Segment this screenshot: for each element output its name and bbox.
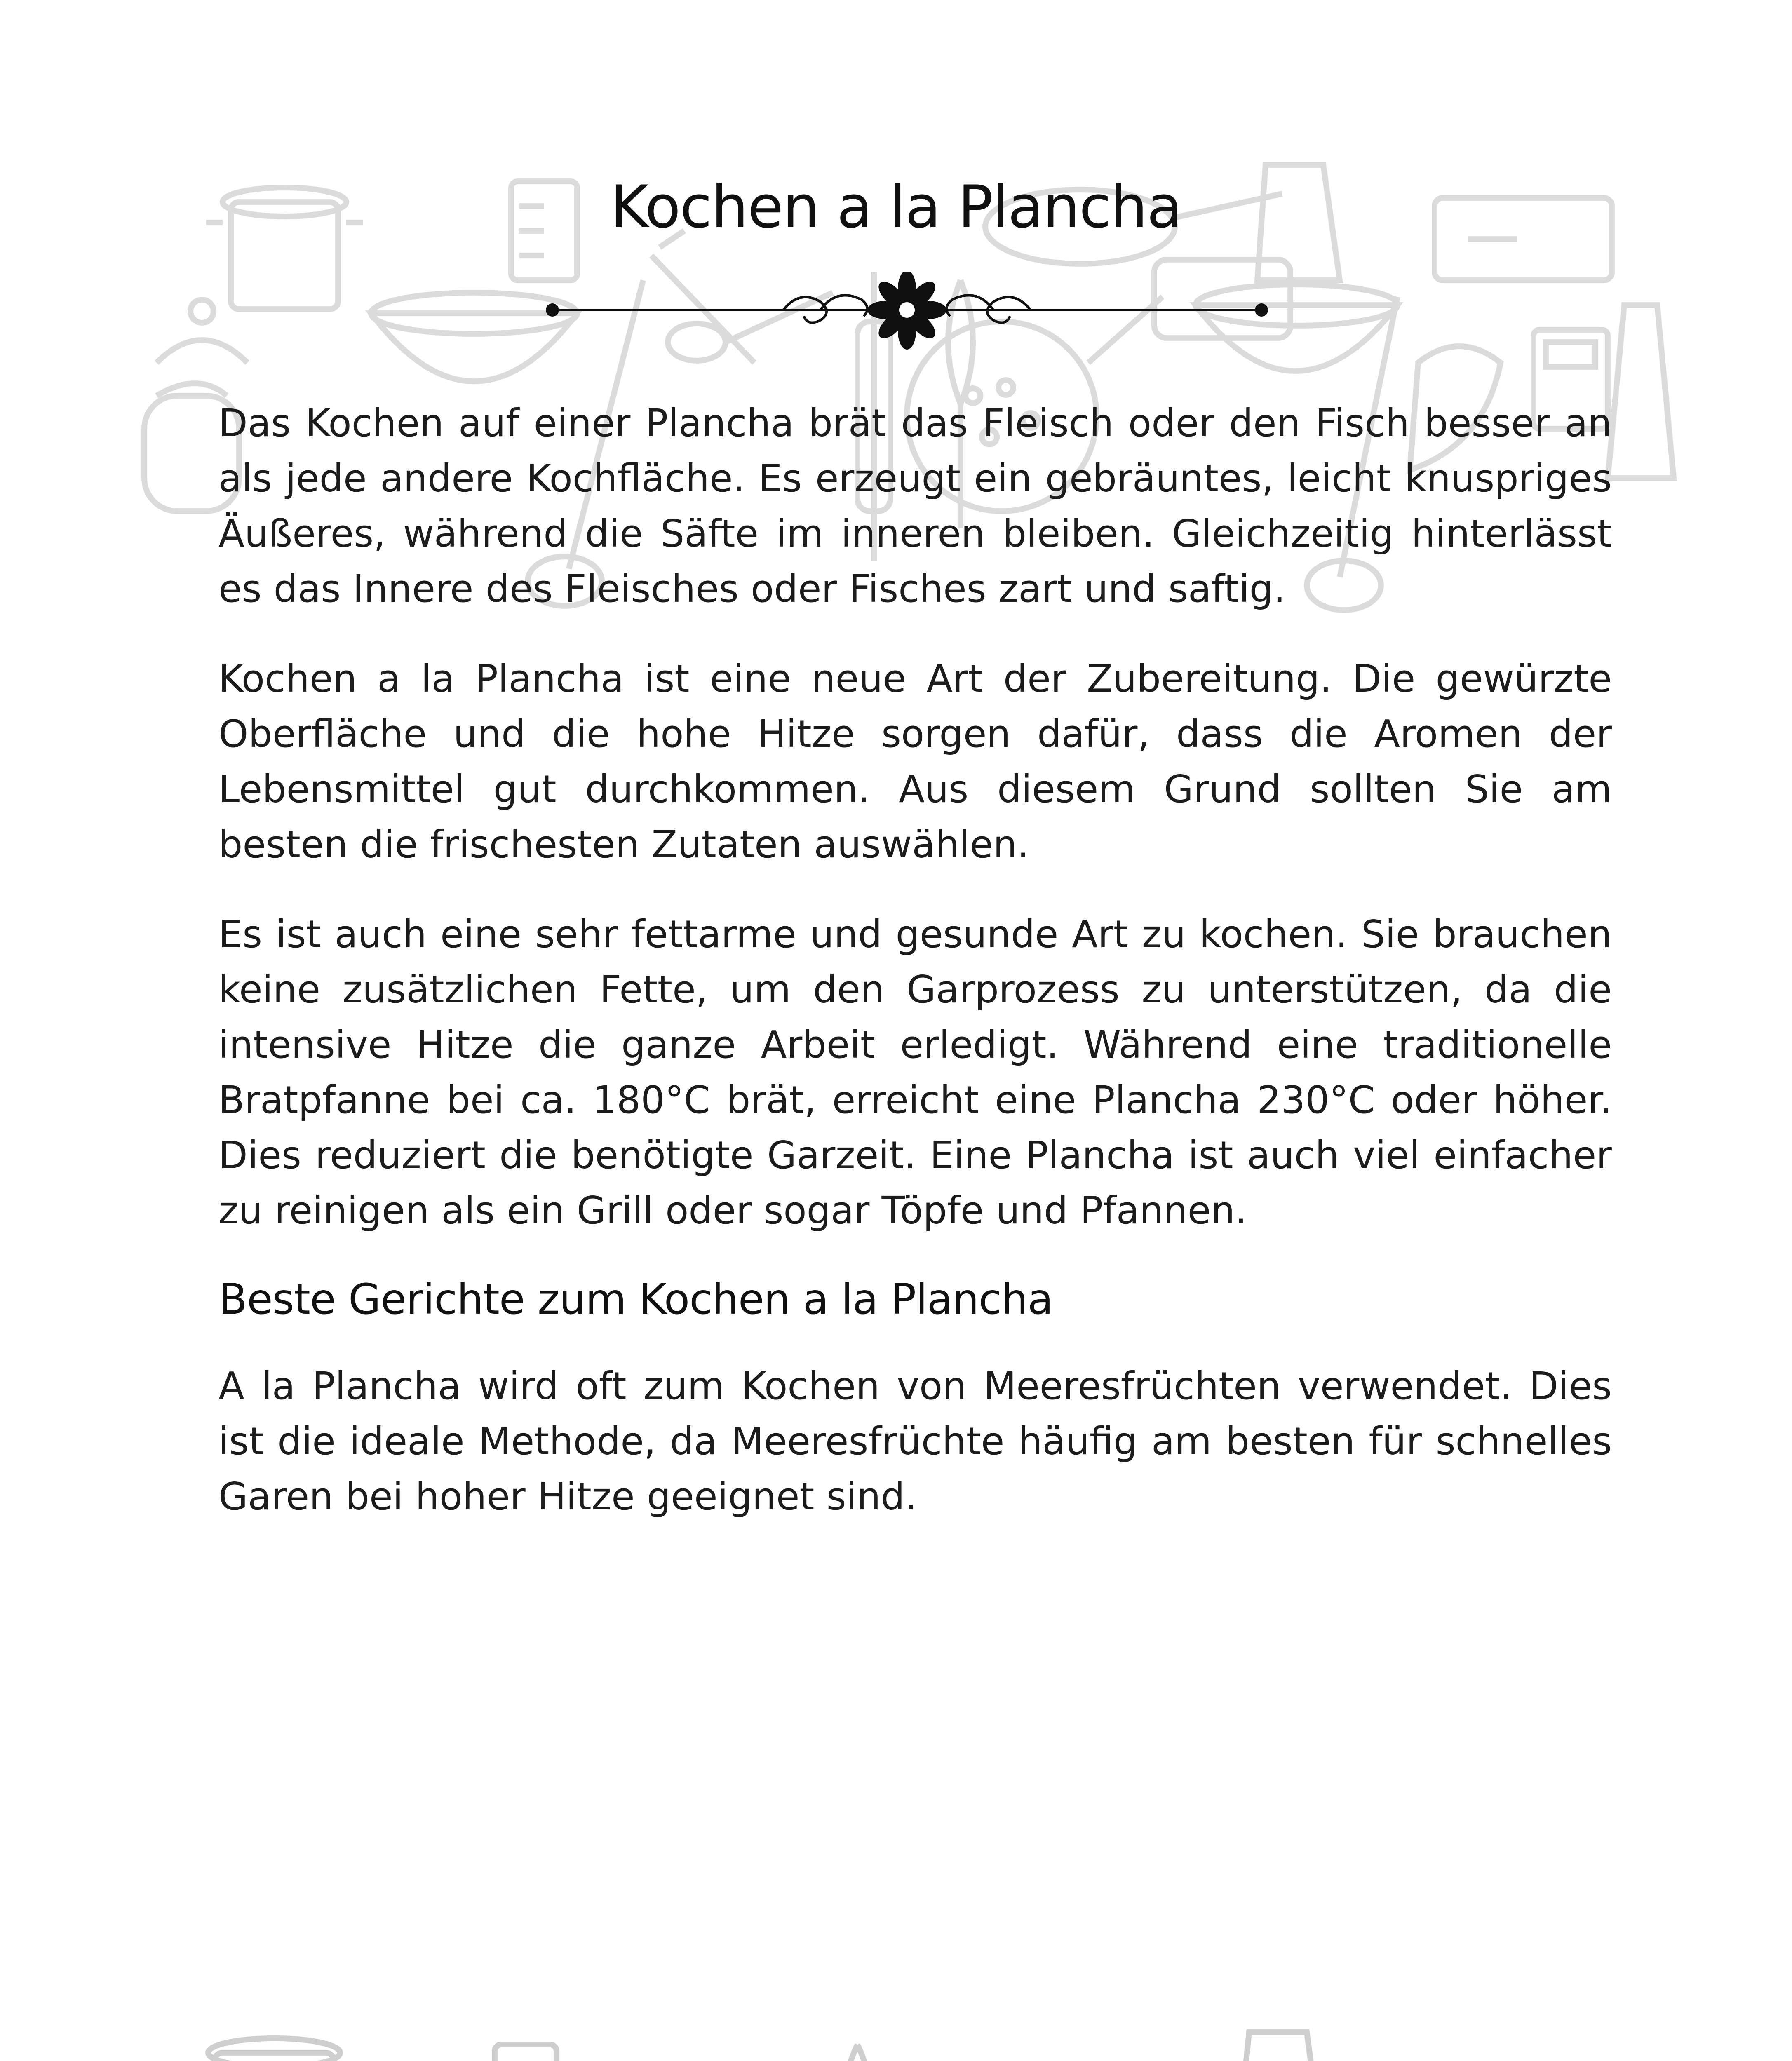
page-title: Kochen a la Plancha [610,173,1182,241]
pitcher-icon [1237,2032,1323,2061]
body-paragraph: A la Plancha wird oft zum Kochen von Meeresfrüchten verwendet. Dies ist die ideale Methode, da Meeresfrüchte häufig am besten für schnelles Garen bei hoher Hitze geeignet sind. [218,1364,1612,1519]
pot-lid-icon [157,300,247,363]
whisk-icon [843,2045,872,2061]
section-heading: Beste Gerichte zum Kochen a la Plancha [218,1275,1053,1324]
body-paragraph: Kochen a la Plancha ist eine neue Art der Zubereitung. Die gewürzte Oberfläche und die hohe Hitze sorgen dafür, dass die Aromen der Lebensmittel gut durchkommen. Aus diesem Grund sollten Sie am besten die frischesten Zutaten auswählen. [218,657,1612,866]
document-body [218,396,1612,1559]
measuring-jug-icon [495,2045,557,2061]
grater-icon [1608,305,1674,478]
body-paragraph: Es ist auch eine sehr fettarme und gesunde Art zu kochen. Sie brauchen keine zusätzlichen Fette, um den Garprozess zu unterstützen, da die intensive Hitze die ganze Arbeit erledigt. Während eine traditionelle Bratpfanne bei ca. 180°C brät, erreicht eine Plancha 230°C oder höher. Dies reduziert die benötigte Garzeit. Eine Plancha ist auch viel einfacher zu reinigen als ein Grill oder sogar Töpfe und Pfannen. [218,912,1612,1232]
body-paragraph: Das Kochen auf einer Plancha brät das Fleisch oder den Fisch besser an als jede andere Kochfläche. Es erzeugt ein gebräuntes, leicht knuspriges Äußeres, während die Säfte im inneren bleiben. Gleichzeitig hinterlässt es das Innere des Fleisches oder Fisches zart und saftig. [218,401,1612,611]
flower-divider-icon [536,272,1278,354]
cooking-pot-icon [190,2038,359,2061]
kitchen-illustration-bottom [0,2028,1792,2061]
